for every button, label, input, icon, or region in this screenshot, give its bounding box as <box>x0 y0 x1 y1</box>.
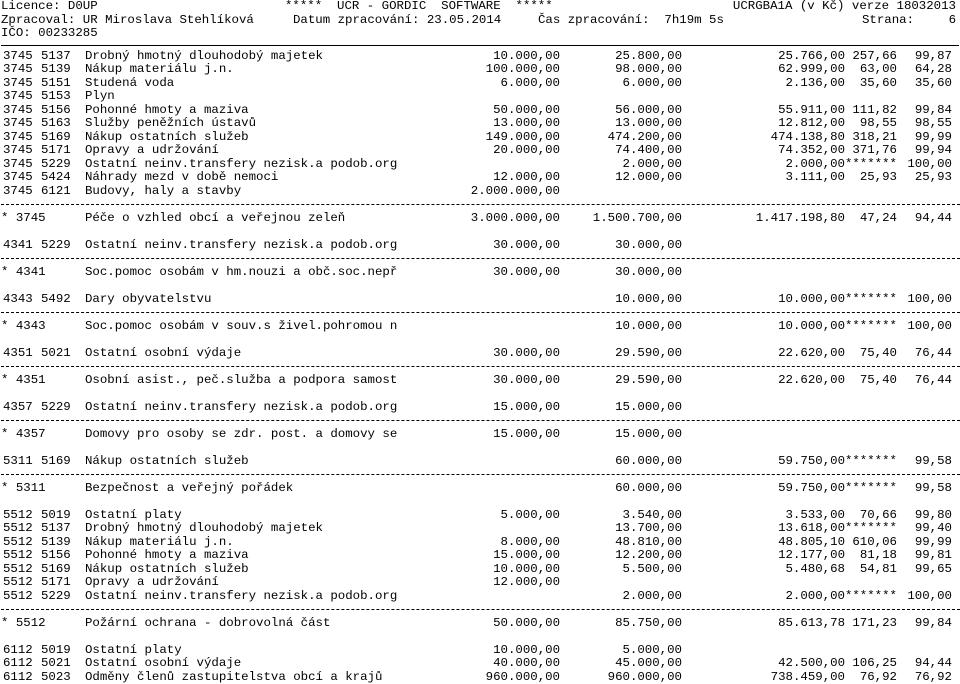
approved-budget: 2.000.000,00 <box>471 185 560 199</box>
percent-of-adjusted: 99,84 <box>915 617 952 631</box>
adjusted-budget: 29.590,00 <box>615 347 682 361</box>
percent-of-adjusted: 99,84 <box>915 104 952 118</box>
percent-of-approved: ******* <box>845 590 897 604</box>
percent-of-adjusted: 99,80 <box>915 509 952 523</box>
item-name: Drobný hmotný dlouhodobý majetek <box>85 522 323 536</box>
percent-of-adjusted: 35,60 <box>915 77 952 91</box>
approved-budget: 100.000,00 <box>486 63 560 77</box>
adjusted-budget: 13.700,00 <box>615 522 682 536</box>
approved-budget: 15.000,00 <box>493 428 560 442</box>
item-name: Služby peněžních ústavů <box>85 117 256 131</box>
dashed-separator <box>1 360 960 374</box>
actual-amount: 474.138,80 <box>771 131 845 145</box>
item-code: 5229 <box>41 590 71 604</box>
item-name: Náhrady mezd v době nemoci <box>85 171 278 185</box>
table-row <box>1 401 960 415</box>
actual-amount: 13.618,00 <box>778 522 845 536</box>
adjusted-budget: 15.000,00 <box>615 401 682 415</box>
item-code: 5139 <box>41 63 71 77</box>
subtotal-row <box>1 374 960 388</box>
percent-of-adjusted: 76,44 <box>915 374 952 388</box>
percent-of-approved: ******* <box>845 482 897 496</box>
percent-of-approved: 25,93 <box>860 171 897 185</box>
table-row <box>1 104 960 118</box>
paragraph-code: 5512 <box>3 522 33 536</box>
percent-of-adjusted: 99,58 <box>915 482 952 496</box>
item-code: 5171 <box>41 144 71 158</box>
item-name: Studená voda <box>85 77 174 91</box>
adjusted-budget: 60.000,00 <box>615 455 682 469</box>
actual-amount: 85.613,78 <box>778 617 845 631</box>
item-code: 5163 <box>41 117 71 131</box>
approved-budget: 30.000,00 <box>493 374 560 388</box>
percent-of-adjusted: 100,00 <box>907 158 952 172</box>
item-name: Ostatní platy <box>85 509 182 523</box>
paragraph-code: 3745 <box>3 185 33 199</box>
item-code: 5153 <box>41 90 71 104</box>
item-code: 5019 <box>41 509 71 523</box>
percent-of-approved: ******* <box>845 158 897 172</box>
adjusted-budget: 74.400,00 <box>615 144 682 158</box>
item-code: 5171 <box>41 576 71 590</box>
licence-label: Licence: D0UP <box>1 0 98 14</box>
percent-of-adjusted: 99,94 <box>915 144 952 158</box>
paragraph-code: 3745 <box>3 171 33 185</box>
percent-of-approved: 98,55 <box>860 117 897 131</box>
blank-line <box>1 333 960 347</box>
paragraph-code: 3745 <box>3 144 33 158</box>
percent-of-adjusted: 94,44 <box>915 212 952 226</box>
paragraph-code: 3745 <box>3 158 33 172</box>
item-name: Nákup ostatních služeb <box>85 455 249 469</box>
table-row <box>1 563 960 577</box>
item-code: 5156 <box>41 104 71 118</box>
paragraph-code: 3745 <box>3 50 33 64</box>
actual-amount: 48.805,10 <box>778 536 845 550</box>
table-row <box>1 671 960 684</box>
blank-line <box>1 225 960 239</box>
percent-of-adjusted: 64,28 <box>915 63 952 77</box>
item-name: Opravy a udržování <box>85 144 219 158</box>
approved-budget: 20.000,00 <box>493 144 560 158</box>
item-name: Ostatní neinv.transfery nezisk.a podob.org <box>85 590 397 604</box>
percent-of-adjusted: 100,00 <box>907 590 952 604</box>
adjusted-budget: 85.750,00 <box>615 617 682 631</box>
item-code: 5023 <box>41 671 71 684</box>
approved-budget: 960.000,00 <box>486 671 560 684</box>
item-name: Soc.pomoc osobám v souv.s živel.pohromou n <box>85 320 397 334</box>
table-row <box>1 293 960 307</box>
item-code: 5021 <box>41 347 71 361</box>
actual-amount: 22.620,00 <box>778 374 845 388</box>
table-row <box>1 63 960 77</box>
approved-budget: 50.000,00 <box>493 104 560 118</box>
paragraph-code: 6112 <box>3 657 33 671</box>
table-row <box>1 347 960 361</box>
approved-budget: 3.000.000,00 <box>471 212 560 226</box>
item-name: Ostatní osobní výdaje <box>85 347 241 361</box>
approved-budget: 30.000,00 <box>493 239 560 253</box>
table-row <box>1 50 960 64</box>
adjusted-budget: 3.540,00 <box>623 509 683 523</box>
table-row <box>1 117 960 131</box>
approved-budget: 10.000,00 <box>493 563 560 577</box>
approved-budget: 12.000,00 <box>493 576 560 590</box>
table-row <box>1 158 960 172</box>
approved-budget: 15.000,00 <box>493 401 560 415</box>
approved-budget: 30.000,00 <box>493 347 560 361</box>
percent-of-approved: 318,21 <box>852 131 897 145</box>
item-name: Péče o vzhled obcí a veřejnou zeleň <box>85 212 345 226</box>
actual-amount: 2.000,00 <box>786 158 846 172</box>
percent-of-adjusted: 99,99 <box>915 131 952 145</box>
table-row <box>1 144 960 158</box>
paragraph-code: 5311 <box>3 455 33 469</box>
table-row <box>1 131 960 145</box>
processing-time: Čas zpracování: 7h19m 5s <box>538 14 724 28</box>
adjusted-budget: 98.000,00 <box>615 63 682 77</box>
actual-amount: 3.111,00 <box>786 171 846 185</box>
blank-line <box>1 495 960 509</box>
paragraph-code: 3745 <box>3 131 33 145</box>
item-name: Pohonné hmoty a maziva <box>85 104 249 118</box>
dashed-separator <box>1 252 960 266</box>
percent-of-approved: 75,40 <box>860 374 897 388</box>
paragraph-code: 3745 <box>3 104 33 118</box>
item-name: Ostatní platy <box>85 644 182 658</box>
paragraph-code: 3745 <box>3 90 33 104</box>
percent-of-approved: 257,66 <box>852 50 897 64</box>
header-divider <box>1 45 959 46</box>
blank-line <box>1 279 960 293</box>
adjusted-budget: 13.000,00 <box>615 117 682 131</box>
processing-date: Datum zpracování: 23.05.2014 <box>293 14 501 28</box>
item-name: Ostatní neinv.transfery nezisk.a podob.org <box>85 401 397 415</box>
paragraph-code: 3745 <box>3 117 33 131</box>
approved-budget: 30.000,00 <box>493 266 560 280</box>
approved-budget: 149.000,00 <box>486 131 560 145</box>
adjusted-budget: 30.000,00 <box>615 239 682 253</box>
actual-amount: 10.000,00 <box>778 320 845 334</box>
paragraph-code: * 4351 <box>1 374 46 388</box>
item-name: Plyn <box>85 90 115 104</box>
item-code: 5151 <box>41 77 71 91</box>
item-name: Opravy a udržování <box>85 576 219 590</box>
percent-of-approved: 610,06 <box>852 536 897 550</box>
percent-of-adjusted: 98,55 <box>915 117 952 131</box>
adjusted-budget: 12.000,00 <box>615 171 682 185</box>
paragraph-code: 5512 <box>3 549 33 563</box>
table-row <box>1 90 960 104</box>
dashed-separator <box>1 198 960 212</box>
percent-of-adjusted: 76,44 <box>915 347 952 361</box>
item-name: Bezpečnost a veřejný pořádek <box>85 482 293 496</box>
table-row <box>1 576 960 590</box>
adjusted-budget: 29.590,00 <box>615 374 682 388</box>
processed-by: Zpracoval: UR Miroslava Stehlíková <box>1 14 254 28</box>
percent-of-approved: 81,18 <box>860 549 897 563</box>
actual-amount: 25.766,00 <box>778 50 845 64</box>
actual-amount: 59.750,00 <box>778 455 845 469</box>
subtotal-row <box>1 266 960 280</box>
actual-amount: 12.177,00 <box>778 549 845 563</box>
item-code: 5021 <box>41 657 71 671</box>
paragraph-code: * 4357 <box>1 428 46 442</box>
item-code: 5229 <box>41 401 71 415</box>
actual-amount: 2.136,00 <box>786 77 846 91</box>
actual-amount: 74.352,00 <box>778 144 845 158</box>
paragraph-code: 5512 <box>3 536 33 550</box>
actual-amount: 55.911,00 <box>778 104 845 118</box>
item-name: Ostatní neinv.transfery nezisk.a podob.org <box>85 158 397 172</box>
item-code: 5156 <box>41 549 71 563</box>
actual-amount: 42.500,00 <box>778 657 845 671</box>
table-row <box>1 239 960 253</box>
adjusted-budget: 10.000,00 <box>615 320 682 334</box>
table-row <box>1 549 960 563</box>
item-code: 5424 <box>41 171 71 185</box>
dashed-separator <box>1 468 960 482</box>
adjusted-budget: 12.200,00 <box>615 549 682 563</box>
adjusted-budget: 1.500.700,00 <box>593 212 682 226</box>
subtotal-row <box>1 320 960 334</box>
table-row <box>1 590 960 604</box>
percent-of-approved: 54,81 <box>860 563 897 577</box>
adjusted-budget: 48.810,00 <box>615 536 682 550</box>
item-code: 5169 <box>41 131 71 145</box>
approved-budget: 15.000,00 <box>493 549 560 563</box>
percent-of-approved: 371,76 <box>852 144 897 158</box>
table-row <box>1 185 960 199</box>
actual-amount: 62.999,00 <box>778 63 845 77</box>
approved-budget: 12.000,00 <box>493 171 560 185</box>
paragraph-code: * 4343 <box>1 320 46 334</box>
percent-of-adjusted: 100,00 <box>907 293 952 307</box>
item-code: 5169 <box>41 455 71 469</box>
item-name: Ostatní osobní výdaje <box>85 657 241 671</box>
actual-amount: 59.750,00 <box>778 482 845 496</box>
subtotal-row <box>1 482 960 496</box>
dashed-separator <box>1 306 960 320</box>
percent-of-adjusted: 99,99 <box>915 536 952 550</box>
dashed-separator <box>1 414 960 428</box>
actual-amount: 738.459,00 <box>771 671 845 684</box>
percent-of-adjusted: 94,44 <box>915 657 952 671</box>
paragraph-code: * 5311 <box>1 482 46 496</box>
percent-of-approved: 35,60 <box>860 77 897 91</box>
blank-line <box>1 630 960 644</box>
adjusted-budget: 56.000,00 <box>615 104 682 118</box>
adjusted-budget: 5.000,00 <box>623 644 683 658</box>
table-row <box>1 171 960 185</box>
actual-amount: 1.417.198,80 <box>756 212 845 226</box>
subtotal-row <box>1 212 960 226</box>
software-banner: ***** UCR - GORDIC SOFTWARE ***** <box>285 0 553 14</box>
table-row <box>1 77 960 91</box>
item-name: Požární ochrana - dobrovolná část <box>85 617 330 631</box>
paragraph-code: 5512 <box>3 563 33 577</box>
page-label: Strana: <box>862 14 914 28</box>
adjusted-budget: 45.000,00 <box>615 657 682 671</box>
item-name: Dary obyvatelstvu <box>85 293 211 307</box>
paragraph-code: 6112 <box>3 644 33 658</box>
item-code: 5139 <box>41 536 71 550</box>
approved-budget: 5.000,00 <box>501 509 561 523</box>
subtotal-row <box>1 617 960 631</box>
adjusted-budget: 60.000,00 <box>615 482 682 496</box>
paragraph-code: * 4341 <box>1 266 46 280</box>
paragraph-code: 4341 <box>3 239 33 253</box>
approved-budget: 40.000,00 <box>493 657 560 671</box>
adjusted-budget: 30.000,00 <box>615 266 682 280</box>
table-row <box>1 657 960 671</box>
item-code: 5137 <box>41 50 71 64</box>
percent-of-adjusted: 100,00 <box>907 320 952 334</box>
item-code: 5019 <box>41 644 71 658</box>
item-name: Pohonné hmoty a maziva <box>85 549 249 563</box>
blank-line <box>1 387 960 401</box>
budget-table <box>1 50 960 684</box>
item-name: Soc.pomoc osobám v hm.nouzi a obč.soc.nepř <box>85 266 397 280</box>
adjusted-budget: 474.200,00 <box>608 131 682 145</box>
percent-of-adjusted: 99,40 <box>915 522 952 536</box>
paragraph-code: 5512 <box>3 509 33 523</box>
actual-amount: 22.620,00 <box>778 347 845 361</box>
approved-budget: 10.000,00 <box>493 50 560 64</box>
item-name: Osobní asist., peč.služba a podpora samost <box>85 374 397 388</box>
item-name: Domovy pro osoby se zdr. post. a domovy se <box>85 428 397 442</box>
item-name: Nákup materiálu j.n. <box>85 63 234 77</box>
item-name: Ostatní neinv.transfery nezisk.a podob.org <box>85 239 397 253</box>
percent-of-approved: 70,66 <box>860 509 897 523</box>
percent-of-approved: 47,24 <box>860 212 897 226</box>
percent-of-adjusted: 99,58 <box>915 455 952 469</box>
item-name: Nákup ostatních služeb <box>85 563 249 577</box>
percent-of-adjusted: 76,92 <box>915 671 952 684</box>
item-name: Nákup ostatních služeb <box>85 131 249 145</box>
adjusted-budget: 960.000,00 <box>608 671 682 684</box>
adjusted-budget: 6.000,00 <box>623 77 683 91</box>
table-row <box>1 509 960 523</box>
table-row <box>1 455 960 469</box>
table-row <box>1 522 960 536</box>
percent-of-approved: 106,25 <box>852 657 897 671</box>
percent-of-approved: 63,00 <box>860 63 897 77</box>
percent-of-approved: ******* <box>845 320 897 334</box>
percent-of-approved: 75,40 <box>860 347 897 361</box>
report-header <box>1 0 960 41</box>
percent-of-approved: ******* <box>845 522 897 536</box>
actual-amount: 10.000,00 <box>778 293 845 307</box>
actual-amount: 12.812,00 <box>778 117 845 131</box>
paragraph-code: 3745 <box>3 77 33 91</box>
percent-of-approved: ******* <box>845 455 897 469</box>
paragraph-code: 4357 <box>3 401 33 415</box>
item-code: 5492 <box>41 293 71 307</box>
adjusted-budget: 2.000,00 <box>623 590 683 604</box>
blank-line <box>1 441 960 455</box>
adjusted-budget: 5.500,00 <box>623 563 683 577</box>
percent-of-approved: 76,92 <box>860 671 897 684</box>
approved-budget: 10.000,00 <box>493 644 560 658</box>
percent-of-approved: 111,82 <box>852 104 897 118</box>
item-code: 6121 <box>41 185 71 199</box>
paragraph-code: * 5512 <box>1 617 46 631</box>
paragraph-code: 5512 <box>3 590 33 604</box>
paragraph-code: * 3745 <box>1 212 46 226</box>
paragraph-code: 4343 <box>3 293 33 307</box>
percent-of-adjusted: 99,87 <box>915 50 952 64</box>
adjusted-budget: 25.800,00 <box>615 50 682 64</box>
table-row <box>1 536 960 550</box>
approved-budget: 6.000,00 <box>501 77 561 91</box>
dashed-separator <box>1 603 960 617</box>
approved-budget: 50.000,00 <box>493 617 560 631</box>
percent-of-adjusted: 99,65 <box>915 563 952 577</box>
adjusted-budget: 15.000,00 <box>615 428 682 442</box>
paragraph-code: 4351 <box>3 347 33 361</box>
approved-budget: 13.000,00 <box>493 117 560 131</box>
paragraph-code: 6112 <box>3 671 33 684</box>
item-name: Nákup materiálu j.n. <box>85 536 234 550</box>
report-code: UCRGBA1A (v Kč) verze 18032013 <box>733 0 956 14</box>
actual-amount: 5.480,68 <box>786 563 846 577</box>
adjusted-budget: 10.000,00 <box>615 293 682 307</box>
item-code: 5229 <box>41 239 71 253</box>
paragraph-code: 3745 <box>3 63 33 77</box>
actual-amount: 2.000,00 <box>786 590 846 604</box>
percent-of-approved: 171,23 <box>852 617 897 631</box>
paragraph-code: 5512 <box>3 576 33 590</box>
approved-budget: 8.000,00 <box>501 536 561 550</box>
percent-of-approved: ******* <box>845 293 897 307</box>
table-row <box>1 644 960 658</box>
ico-label: IČO: 00233285 <box>1 27 98 41</box>
adjusted-budget: 2.000,00 <box>623 158 683 172</box>
actual-amount: 3.533,00 <box>786 509 846 523</box>
percent-of-adjusted: 99,81 <box>915 549 952 563</box>
item-code: 5137 <box>41 522 71 536</box>
item-name: Drobný hmotný dlouhodobý majetek <box>85 50 323 64</box>
item-name: Budovy, haly a stavby <box>85 185 241 199</box>
item-code: 5169 <box>41 563 71 577</box>
page-number: 6 <box>949 14 956 28</box>
item-name: Odměny členů zastupitelstva obcí a krajů <box>85 671 382 684</box>
subtotal-row <box>1 428 960 442</box>
item-code: 5229 <box>41 158 71 172</box>
percent-of-adjusted: 25,93 <box>915 171 952 185</box>
